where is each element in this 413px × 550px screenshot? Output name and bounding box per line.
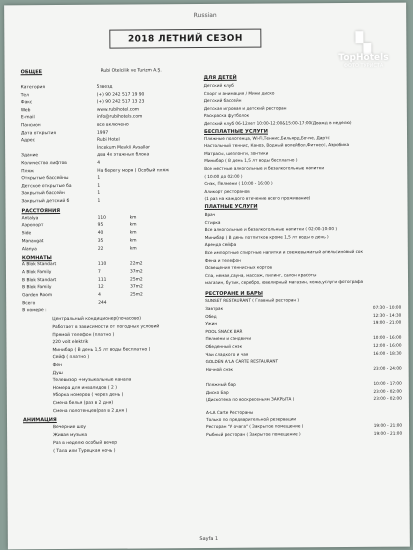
distance-place: Alanya bbox=[21, 246, 37, 253]
info-value: İncekum Mevkii Avsallar bbox=[97, 145, 150, 151]
distance-value: 110 bbox=[97, 215, 106, 221]
room-size: 37m2 bbox=[129, 269, 143, 275]
restaurant-row bbox=[206, 365, 402, 371]
info-key: Факс bbox=[20, 100, 33, 106]
free-item: ( 10:00 до 02:00 ) bbox=[204, 173, 243, 179]
in-room-item: Фен bbox=[52, 362, 62, 368]
restaurant-row bbox=[206, 358, 402, 364]
restaurant-row bbox=[205, 305, 401, 311]
restaurant-row bbox=[206, 381, 402, 387]
distance-value: 22 bbox=[97, 246, 104, 252]
info-key: Детское открытые ба bbox=[21, 183, 72, 190]
restaurant-row bbox=[205, 343, 401, 349]
in-room-row bbox=[19, 385, 194, 391]
animation-item: Раз в неделю особый вечер bbox=[53, 440, 118, 447]
paid-item: Минибар ( В день потпитков кроме 1,5 лт воды в день ) bbox=[204, 233, 329, 240]
distance-place: Manavgat bbox=[21, 239, 44, 245]
info-row bbox=[17, 160, 192, 167]
restaurant-time: 23:00 - 02:00 bbox=[373, 395, 402, 402]
in-room-item: 220 volt elektrik bbox=[52, 339, 89, 346]
restaurant-name: Обеденный снэк bbox=[205, 343, 243, 350]
distance-row bbox=[18, 230, 193, 237]
restaurant-time: 19:00 - 21:00 bbox=[372, 319, 402, 326]
general-section-title: ОБЩЕЕ bbox=[20, 69, 43, 76]
tophotels-watermark bbox=[328, 30, 398, 70]
info-row bbox=[17, 84, 192, 91]
restaurant-name: GOLDEN A'LA CARTE RESTAURANT bbox=[205, 358, 279, 365]
room-size: 25m2 bbox=[130, 292, 143, 298]
free-item: Все местные алкогольные и безалкогольные напитки bbox=[204, 165, 325, 172]
document-sheet bbox=[4, 3, 410, 550]
in-room-item: Уборка номеров ( через день ) bbox=[52, 392, 124, 399]
room-type: B Blok Standart bbox=[22, 277, 57, 283]
room-count: 7 bbox=[97, 269, 101, 275]
paid-section-title: ПЛАТНЫЕ УСЛУГИ bbox=[204, 203, 258, 211]
distance-unit: km bbox=[129, 238, 137, 244]
restaurant-time: 07:30 - 10:00 bbox=[372, 304, 402, 310]
info-value: На берегу моря ( Особый пляж bbox=[97, 167, 170, 174]
info-row bbox=[17, 107, 192, 114]
distance-unit: km bbox=[129, 222, 137, 228]
restaurant-name: Завтрак bbox=[205, 305, 224, 312]
in-room-item: Центральный кондиционер(почасово) bbox=[52, 316, 141, 323]
free-item: Снэк, Пелмени ( 10:00 - 16:00 ) bbox=[204, 180, 273, 187]
info-key: Пляж bbox=[21, 168, 35, 174]
page-number: Sayfa 1 bbox=[199, 535, 219, 543]
room-size: 37m2 bbox=[130, 284, 143, 290]
distance-unit: km bbox=[129, 246, 137, 252]
info-row bbox=[17, 130, 192, 136]
distance-value: 40 bbox=[97, 230, 104, 236]
room-count: 110 bbox=[97, 261, 107, 267]
room-size: 22m2 bbox=[129, 261, 143, 267]
room-row bbox=[18, 261, 193, 268]
free-item: Настольный теннис, Каноэ, Водный волейбол,Фитнесс, Аэробика bbox=[204, 142, 350, 149]
alacarte-name: Ресторан "У очага" ( Закрытое помещение ) bbox=[206, 423, 304, 430]
info-key: E-mail bbox=[20, 115, 35, 121]
kids-item: Спорт и анимация / Мини диско bbox=[203, 90, 275, 96]
watermark-subtitle: ФОТО ТУРИСТА bbox=[343, 62, 384, 70]
info-value: 1997 bbox=[96, 130, 109, 136]
distance-unit: km bbox=[129, 215, 137, 221]
in-room-item: Душ bbox=[52, 370, 63, 376]
animation-item: ( Тала или Турецкая ночь ) bbox=[53, 448, 116, 455]
info-key: Закрытый бассейн bbox=[21, 191, 65, 197]
room-row bbox=[18, 269, 193, 276]
room-row bbox=[18, 292, 193, 299]
main-restaurant-title: SUNSET RESTAURANT ( Главный ресторан ) bbox=[205, 297, 300, 304]
info-value: 1 bbox=[97, 191, 101, 197]
paid-item: Все импортные спиртные напитки и свежевыжатый апельсиновый сок bbox=[204, 248, 363, 256]
paid-item: Стирка bbox=[204, 219, 221, 225]
info-row bbox=[17, 114, 192, 121]
info-value: info@rubihotels.com bbox=[96, 114, 143, 121]
distance-unit: km bbox=[129, 230, 137, 236]
alacarte-name: Рыбный ресторан ( Закрытое помещение ) bbox=[206, 431, 301, 438]
alacarte-row bbox=[206, 423, 402, 429]
info-value: 5звезд bbox=[96, 84, 113, 90]
info-value: 4 bbox=[97, 160, 101, 166]
info-key: Здание bbox=[21, 153, 39, 159]
info-key: Дата открытия bbox=[20, 130, 56, 136]
restaurant-time: 12:30 - 14:30 bbox=[372, 312, 402, 318]
kids-item: Детский клуб 06-12лет 10:00-12:00&15:00-17:00(Дважд в неделю) bbox=[203, 119, 352, 127]
restaurant-name: POOL SNACK BAR bbox=[205, 328, 243, 334]
restaurant-row bbox=[205, 327, 401, 333]
distance-row bbox=[18, 222, 193, 229]
free-section-title: БЕСПЛАТНЫЕ УСЛУГИ bbox=[203, 128, 268, 135]
distance-place: Aэропорт bbox=[21, 223, 44, 229]
room-count: 111 bbox=[98, 277, 107, 283]
restaurant-name: Ужин bbox=[205, 321, 218, 327]
restaurant-row bbox=[205, 335, 401, 341]
free-item: (1 раз на каждого втечение всего проживание) bbox=[204, 195, 311, 202]
kids-item: Детская игровая и детский ресторан bbox=[203, 105, 287, 111]
free-item: Пляжные полотенца, Wi-Fi,Теннис,Бильярд,Бочче, Дартс bbox=[204, 134, 330, 141]
alacarte-row bbox=[206, 415, 402, 421]
in-room-row bbox=[19, 408, 194, 414]
room-count: 4 bbox=[98, 292, 101, 298]
kids-item: Детский клуб bbox=[203, 82, 234, 89]
room-row bbox=[18, 284, 193, 291]
restaurant-name: (Дискотека по воскресеньям ЗАКРЫТА ) bbox=[205, 396, 295, 403]
room-size: 25m2 bbox=[130, 276, 143, 283]
restaurant-name: Пелмени и сэндвичи bbox=[205, 336, 252, 342]
restaurant-row bbox=[206, 388, 402, 394]
paid-item: Все алкогольные и безалкогольные напитки ( 02:00-10:00 ) bbox=[204, 226, 337, 233]
info-row bbox=[17, 99, 192, 106]
in-room-item: Минибар ( В день 1,5 лт воды бесплатно ) bbox=[52, 347, 151, 353]
restaurant-time: 23:00 - 02:00 bbox=[373, 388, 402, 394]
paid-item: Спа, немая,сауна, массаж, пилинг, салон красоты bbox=[204, 272, 317, 278]
info-row bbox=[17, 183, 192, 190]
distance-value: 95 bbox=[97, 223, 104, 229]
alacarte-time: 19:00 - 21:00 bbox=[373, 430, 403, 436]
restaurant-name: Пляжный бар bbox=[205, 381, 236, 388]
restaurant-time: 23:00 - 24:00 bbox=[373, 365, 402, 371]
info-key: Количество лифтов bbox=[21, 160, 67, 167]
info-row bbox=[17, 152, 192, 159]
info-value: Rubi Hotel bbox=[97, 137, 120, 143]
info-key: Пансион bbox=[20, 123, 41, 129]
animation-row bbox=[19, 448, 194, 455]
in-room-item: Смена белья (раз в 2 дня) bbox=[52, 400, 114, 406]
in-room-row bbox=[18, 347, 193, 353]
restaurants-section-title: РЕСТОРАНЕ И БАРЫ bbox=[205, 290, 263, 298]
animation-row bbox=[19, 424, 194, 431]
info-key: Web bbox=[20, 108, 31, 114]
distance-row bbox=[18, 238, 193, 245]
alacarte-title: A-LA Carte Рестораны bbox=[205, 409, 254, 415]
paid-item: магазин, бутик, серебро, ювелирный магазин, кожа,услуги фотографа bbox=[205, 279, 364, 286]
info-key: Закрытый детский б bbox=[21, 198, 70, 205]
info-value: все включено bbox=[96, 122, 129, 128]
distance-place: Side bbox=[21, 231, 32, 237]
in-room-row bbox=[19, 354, 194, 361]
restaurant-time: 10:00 - 16:00 bbox=[373, 335, 402, 341]
restaurant-name: Ночной снэк bbox=[205, 366, 234, 372]
in-room-row bbox=[18, 332, 193, 338]
watermark-brand: TopHotels bbox=[338, 52, 389, 64]
info-key: Тел bbox=[20, 92, 29, 98]
restaurant-row bbox=[205, 312, 401, 318]
distances-section-title: РАССТОЯНИЯ bbox=[21, 207, 61, 214]
animation-row bbox=[19, 440, 194, 447]
info-value: www.rubihotel.com bbox=[96, 107, 140, 113]
general-company: Rubi Otelcilik ve Turizm A.Ş. bbox=[100, 68, 162, 74]
info-value: (+) 90 242 517 19 90 bbox=[96, 92, 145, 98]
info-row bbox=[17, 198, 192, 205]
animation-item: Живая музыка bbox=[53, 432, 88, 439]
in-room-row bbox=[19, 392, 194, 399]
in-room-row bbox=[19, 362, 194, 368]
info-row bbox=[17, 122, 192, 129]
hotel-logo-icon: ▚ bbox=[355, 30, 372, 55]
room-count: 244 bbox=[98, 300, 107, 306]
room-type: B Blok Family bbox=[22, 285, 52, 291]
language-label: Russian bbox=[193, 11, 217, 20]
paid-item: Врач bbox=[204, 211, 216, 218]
info-value: (+) 90 242 517 13 23 bbox=[96, 99, 145, 105]
restaurant-name: Диско Бар bbox=[205, 389, 229, 395]
room-type: Всего bbox=[22, 300, 36, 306]
paid-item: Фена и телефон bbox=[204, 257, 241, 263]
animation-section-title: АНИМАЦИЯ bbox=[22, 417, 57, 424]
in-room-item: Телевизор +музыкальные канала bbox=[52, 377, 132, 384]
room-type: A Blok Family bbox=[21, 269, 52, 276]
in-room-row bbox=[19, 370, 194, 376]
distance-value: 35 bbox=[97, 238, 104, 244]
room-type: Garden Room bbox=[22, 292, 53, 299]
kids-section-title: ДЛЯ ДЕТЕЙ bbox=[203, 74, 237, 82]
distance-place: Antalya bbox=[21, 215, 39, 221]
room-row bbox=[18, 300, 193, 306]
in-room-item: Номера для инвалидов ( 2 ) bbox=[52, 385, 117, 391]
restaurant-row bbox=[206, 373, 402, 374]
restaurant-time: 10:00 - 17:00 bbox=[373, 380, 402, 386]
info-row bbox=[17, 190, 192, 197]
room-row bbox=[18, 276, 193, 283]
alacarte-time: 19:00 - 21:00 bbox=[373, 423, 403, 429]
in-room-item: Работает в зависимости от погодных условий bbox=[52, 324, 160, 330]
animation-item: Вечерние шоу bbox=[53, 424, 86, 431]
in-room-item: Прямой телефон (платно ) bbox=[52, 332, 115, 338]
info-value: 1 bbox=[97, 183, 101, 189]
in-room-row bbox=[18, 324, 193, 330]
info-key: Открытые бассейны bbox=[21, 176, 69, 182]
distance-row bbox=[18, 246, 193, 253]
restaurant-time: 16:00 - 18:30 bbox=[373, 350, 402, 356]
restaurant-row bbox=[206, 396, 402, 402]
alacarte-name: Только по предварительной резервации bbox=[205, 416, 297, 422]
info-row bbox=[17, 175, 192, 182]
free-item: Минибар ( В день 1,5 лт воды бесплатно ) bbox=[204, 157, 298, 164]
free-item: Аликорт ресторанов bbox=[204, 188, 250, 194]
info-value: 1 bbox=[97, 175, 101, 181]
in-room-item: Смена полотенцев(раз в 2 дня ) bbox=[52, 408, 128, 414]
season-title: 2018 ЛЕТНИЙ СЕЗОН bbox=[109, 29, 261, 49]
restaurant-time: 12:00 - 16:00 bbox=[373, 342, 402, 348]
restaurant-row bbox=[205, 320, 401, 326]
info-row bbox=[17, 145, 192, 151]
in-room-title: В номере : bbox=[22, 308, 47, 314]
info-value: 1 bbox=[97, 198, 101, 204]
alacarte-row bbox=[206, 431, 402, 437]
paid-item: Аренда сейфа bbox=[204, 242, 237, 248]
restaurant-row bbox=[206, 350, 402, 356]
restaurant-name: Чаи сладкого и чая bbox=[205, 351, 249, 357]
restaurant-name: Обед bbox=[205, 313, 217, 319]
room-count: 12 bbox=[98, 284, 104, 290]
in-room-row bbox=[18, 339, 193, 346]
free-item: Матрасы, шезлонги, зонтики bbox=[204, 150, 269, 156]
info-row bbox=[17, 167, 192, 174]
in-room-row bbox=[19, 377, 194, 384]
animation-row bbox=[19, 432, 194, 439]
info-value: два 4х этажных блока bbox=[97, 152, 150, 159]
info-key: Адрес bbox=[21, 138, 36, 144]
kids-item: Раскраска футболок bbox=[203, 113, 250, 119]
in-room-row bbox=[18, 316, 193, 323]
kids-item: Детский бассейн bbox=[203, 97, 242, 104]
in-room-item: Сейф ( платно ) bbox=[52, 355, 90, 361]
in-room-row bbox=[19, 400, 194, 406]
distance-row bbox=[18, 215, 193, 221]
rooms-section-title: КОМНАТЫ bbox=[21, 254, 52, 261]
info-key: Категория bbox=[20, 85, 46, 91]
room-type: A Blok Standart bbox=[21, 262, 57, 268]
info-row bbox=[17, 92, 192, 98]
info-row bbox=[17, 137, 192, 144]
paid-item: Освещения теннисных кортов bbox=[204, 264, 273, 271]
